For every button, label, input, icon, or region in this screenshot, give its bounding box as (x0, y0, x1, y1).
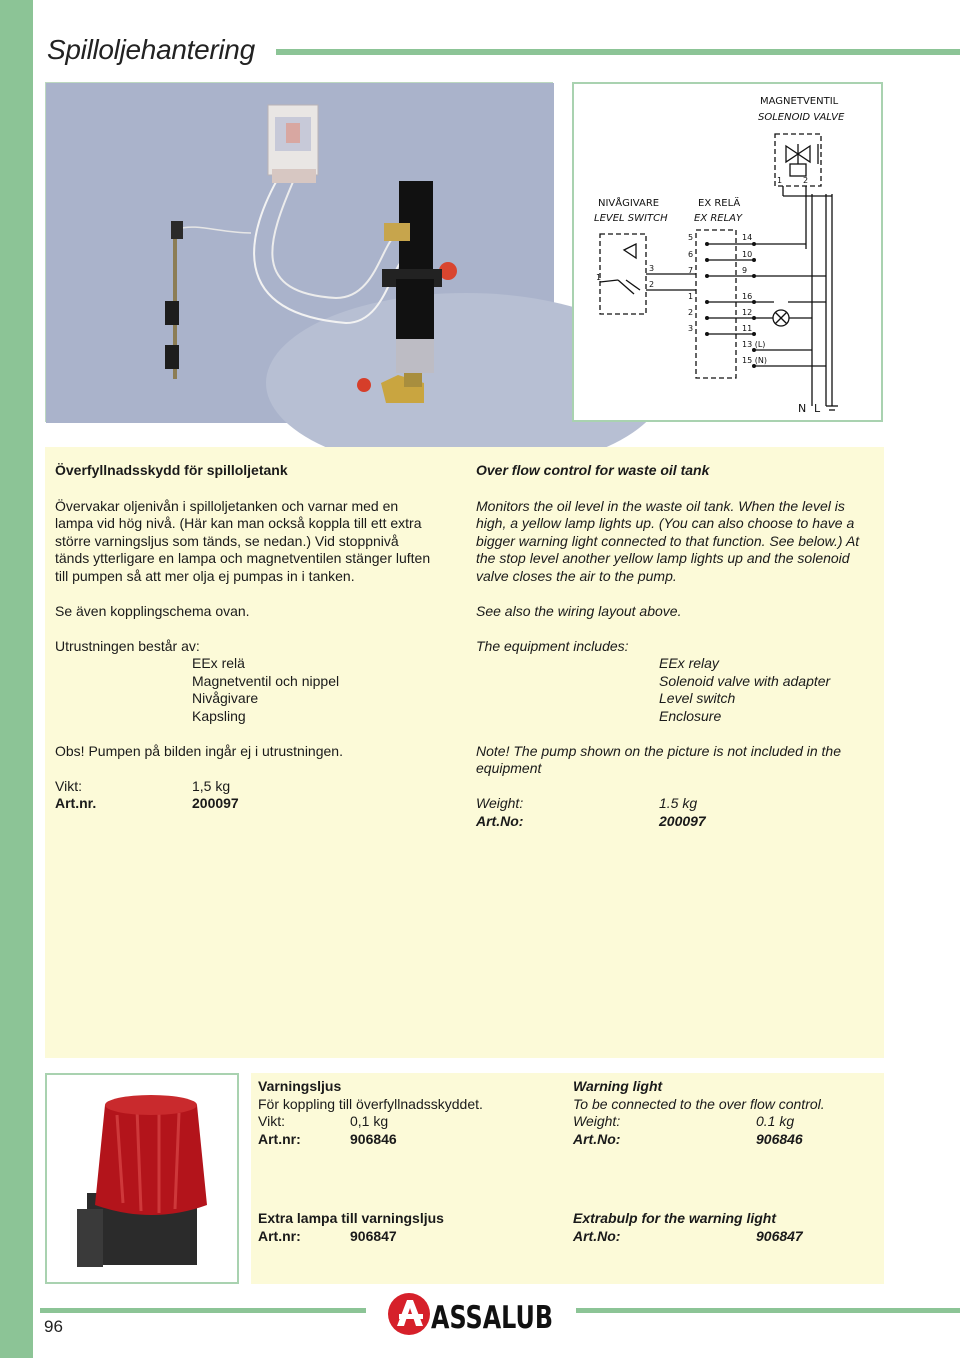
warning-light-en-weight-value: 0.1 kg (756, 1113, 795, 1129)
wiring-label-relay-sv: EX RELÄ (698, 198, 741, 209)
wiring-relay-right-5: 11 (742, 324, 753, 333)
wiring-relay-right-2: 9 (742, 266, 748, 275)
en-item: Level switch (659, 690, 736, 706)
wiring-ls-t2: 2 (649, 280, 655, 289)
warning-light-en-title: Warning light (573, 1078, 663, 1094)
warning-light-sv-art-row (258, 1131, 558, 1149)
en-item: Solenoid valve with adapter (659, 672, 831, 689)
sv-note: Obs! Pumpen på bilden ingår ej i utrustningen. (55, 742, 343, 759)
wiring-relay-right-4: 12 (742, 308, 753, 317)
extra-bulb-sv-art-row (258, 1228, 558, 1246)
wiring-relay-left-3: 1 (688, 292, 694, 301)
english-column (476, 462, 871, 830)
extra-bulb-sv-art-label: Art.nr: (258, 1227, 301, 1244)
sv-heading: Överfyllnadsskydd för spilloljetank (55, 462, 288, 478)
wiring-relay-left-1: 6 (688, 250, 694, 259)
en-description: Monitors the oil level in the waste oil tank. When the level is high, a yellow lamp lights up. (You can also choose to have a bigger warning light connected to that function. See below.) At the stop level another yellow lamp lights up and the solenoid valve closes the air to the pump. (476, 497, 860, 584)
warning-light-sv-weight-label: Vikt: (258, 1113, 285, 1129)
wiring-label-relay-en: EX RELAY (694, 213, 743, 224)
page-title: Spilloljehantering (47, 34, 255, 65)
extra-bulb-sv (258, 1210, 558, 1245)
en-weight-row (476, 795, 871, 813)
wiring-label-solenoid-sv: MAGNETVENTIL (760, 96, 839, 107)
footer-rule-right (576, 1308, 960, 1313)
warning-light-en-art-row (573, 1131, 873, 1149)
warning-light-en-desc: To be connected to the over flow control. (573, 1095, 825, 1112)
page-number: 96 (44, 1317, 63, 1336)
warning-light-en-art-label: Art.No: (573, 1130, 621, 1147)
sv-item: Kapsling (192, 707, 246, 724)
extra-bulb-sv-title: Extra lampa till varningsljus (258, 1210, 444, 1226)
extra-bulb-en-art-value: 906847 (756, 1227, 803, 1244)
swedish-column (55, 462, 435, 813)
warning-light-en-art-value: 906846 (756, 1130, 803, 1147)
warning-light-en-weight-label: Weight: (573, 1113, 621, 1129)
en-weight-label: Weight: (476, 795, 524, 811)
en-art-label: Art.No: (476, 812, 524, 829)
wiring-l: L (814, 402, 821, 415)
wiring-sol-t1: 1 (777, 176, 783, 185)
en-item: Enclosure (659, 707, 722, 724)
en-art-row (476, 813, 871, 831)
extra-bulb-en (573, 1210, 873, 1245)
wiring-relay-right-7: 15 (N) (742, 356, 767, 365)
side-accent-bar (0, 0, 33, 1358)
en-item: EEx relay (659, 655, 719, 671)
en-heading: Over flow control for waste oil tank (476, 462, 710, 478)
wiring-relay-left-4: 2 (688, 308, 694, 317)
sv-art-value: 200097 (192, 795, 239, 811)
wiring-relay-right-0: 14 (742, 233, 753, 242)
warning-light-sv-art-label: Art.nr: (258, 1130, 301, 1147)
extra-bulb-en-art-row (573, 1228, 873, 1246)
en-note: Note! The pump shown on the picture is not included in the equipment (476, 742, 841, 776)
warning-light-photo (45, 1073, 239, 1284)
wiring-relay-right-3: 16 (742, 292, 753, 301)
extra-bulb-sv-art-value: 906847 (350, 1227, 397, 1244)
sv-weight-value: 1,5 kg (192, 777, 231, 794)
sv-see-also: Se även kopplingschema ovan. (55, 602, 250, 619)
wiring-sol-t2: 2 (803, 176, 809, 185)
wiring-label-level-sv: NIVÅGIVARE (598, 198, 660, 209)
sv-art-label: Art.nr. (55, 795, 97, 811)
wiring-n: N (798, 402, 807, 415)
sv-art-row (55, 795, 435, 813)
footer-rule-left (40, 1308, 366, 1313)
wiring-relay-right-1: 10 (742, 250, 753, 259)
en-weight-value: 1.5 kg (659, 795, 698, 811)
warning-light-en (573, 1078, 873, 1148)
wiring-ls-t1: 1 (596, 273, 602, 282)
wiring-relay-right-6: 13 (L) (742, 340, 766, 349)
warning-light-sv-art-value: 906846 (350, 1130, 397, 1147)
en-includes-label: The equipment includes: (476, 637, 629, 654)
warning-light-sv-desc: För koppling till överfyllnadsskyddet. (258, 1095, 483, 1112)
wiring-relay-left-0: 5 (688, 233, 694, 242)
en-see-also: See also the wiring layout above. (476, 602, 682, 619)
extra-bulb-en-art-label: Art.No: (573, 1227, 621, 1244)
sv-weight-row (55, 778, 435, 796)
sv-item: Magnetventil och nippel (192, 672, 340, 689)
warning-light-sv-weight-value: 0,1 kg (350, 1113, 389, 1129)
title-rule (276, 49, 960, 55)
sv-item: Nivågivare (192, 690, 259, 706)
en-art-value: 200097 (659, 812, 706, 829)
warning-light-sv-weight-row (258, 1113, 558, 1131)
logo-text: ASSALUB (431, 1300, 553, 1336)
warning-light-sv-title: Varningsljus (258, 1078, 342, 1094)
assalub-logo (387, 1290, 555, 1338)
extra-bulb-en-title: Extrabulp for the warning light (573, 1210, 776, 1226)
wiring-relay-left-5: 3 (688, 324, 694, 333)
wiring-ls-t3: 3 (649, 264, 655, 273)
sv-item: EEx relä (192, 655, 245, 671)
product-photo (45, 82, 553, 422)
wiring-label-solenoid-en: SOLENOID VALVE (758, 112, 845, 123)
sv-description: Övervakar oljenivån i spilloljetanken och varnar med en lampa vid hög nivå. (Här kan man också koppla till ett extra större varningsljus som tänds, se nedan.) Vid stoppnivå tänds ytterligare en lampa och magnetventilen stänger luften till pumpen så att mer olja ej pumpas in i tanken. (55, 497, 431, 584)
warning-light-sv (258, 1078, 558, 1148)
sv-weight-label: Vikt: (55, 777, 82, 794)
sv-includes-label: Utrustningen består av: (55, 637, 200, 654)
wiring-relay-left-2: 7 (688, 266, 694, 275)
wiring-label-level-en: LEVEL SWITCH (594, 213, 668, 224)
warning-light-en-weight-row (573, 1113, 873, 1131)
wiring-diagram (572, 82, 883, 422)
